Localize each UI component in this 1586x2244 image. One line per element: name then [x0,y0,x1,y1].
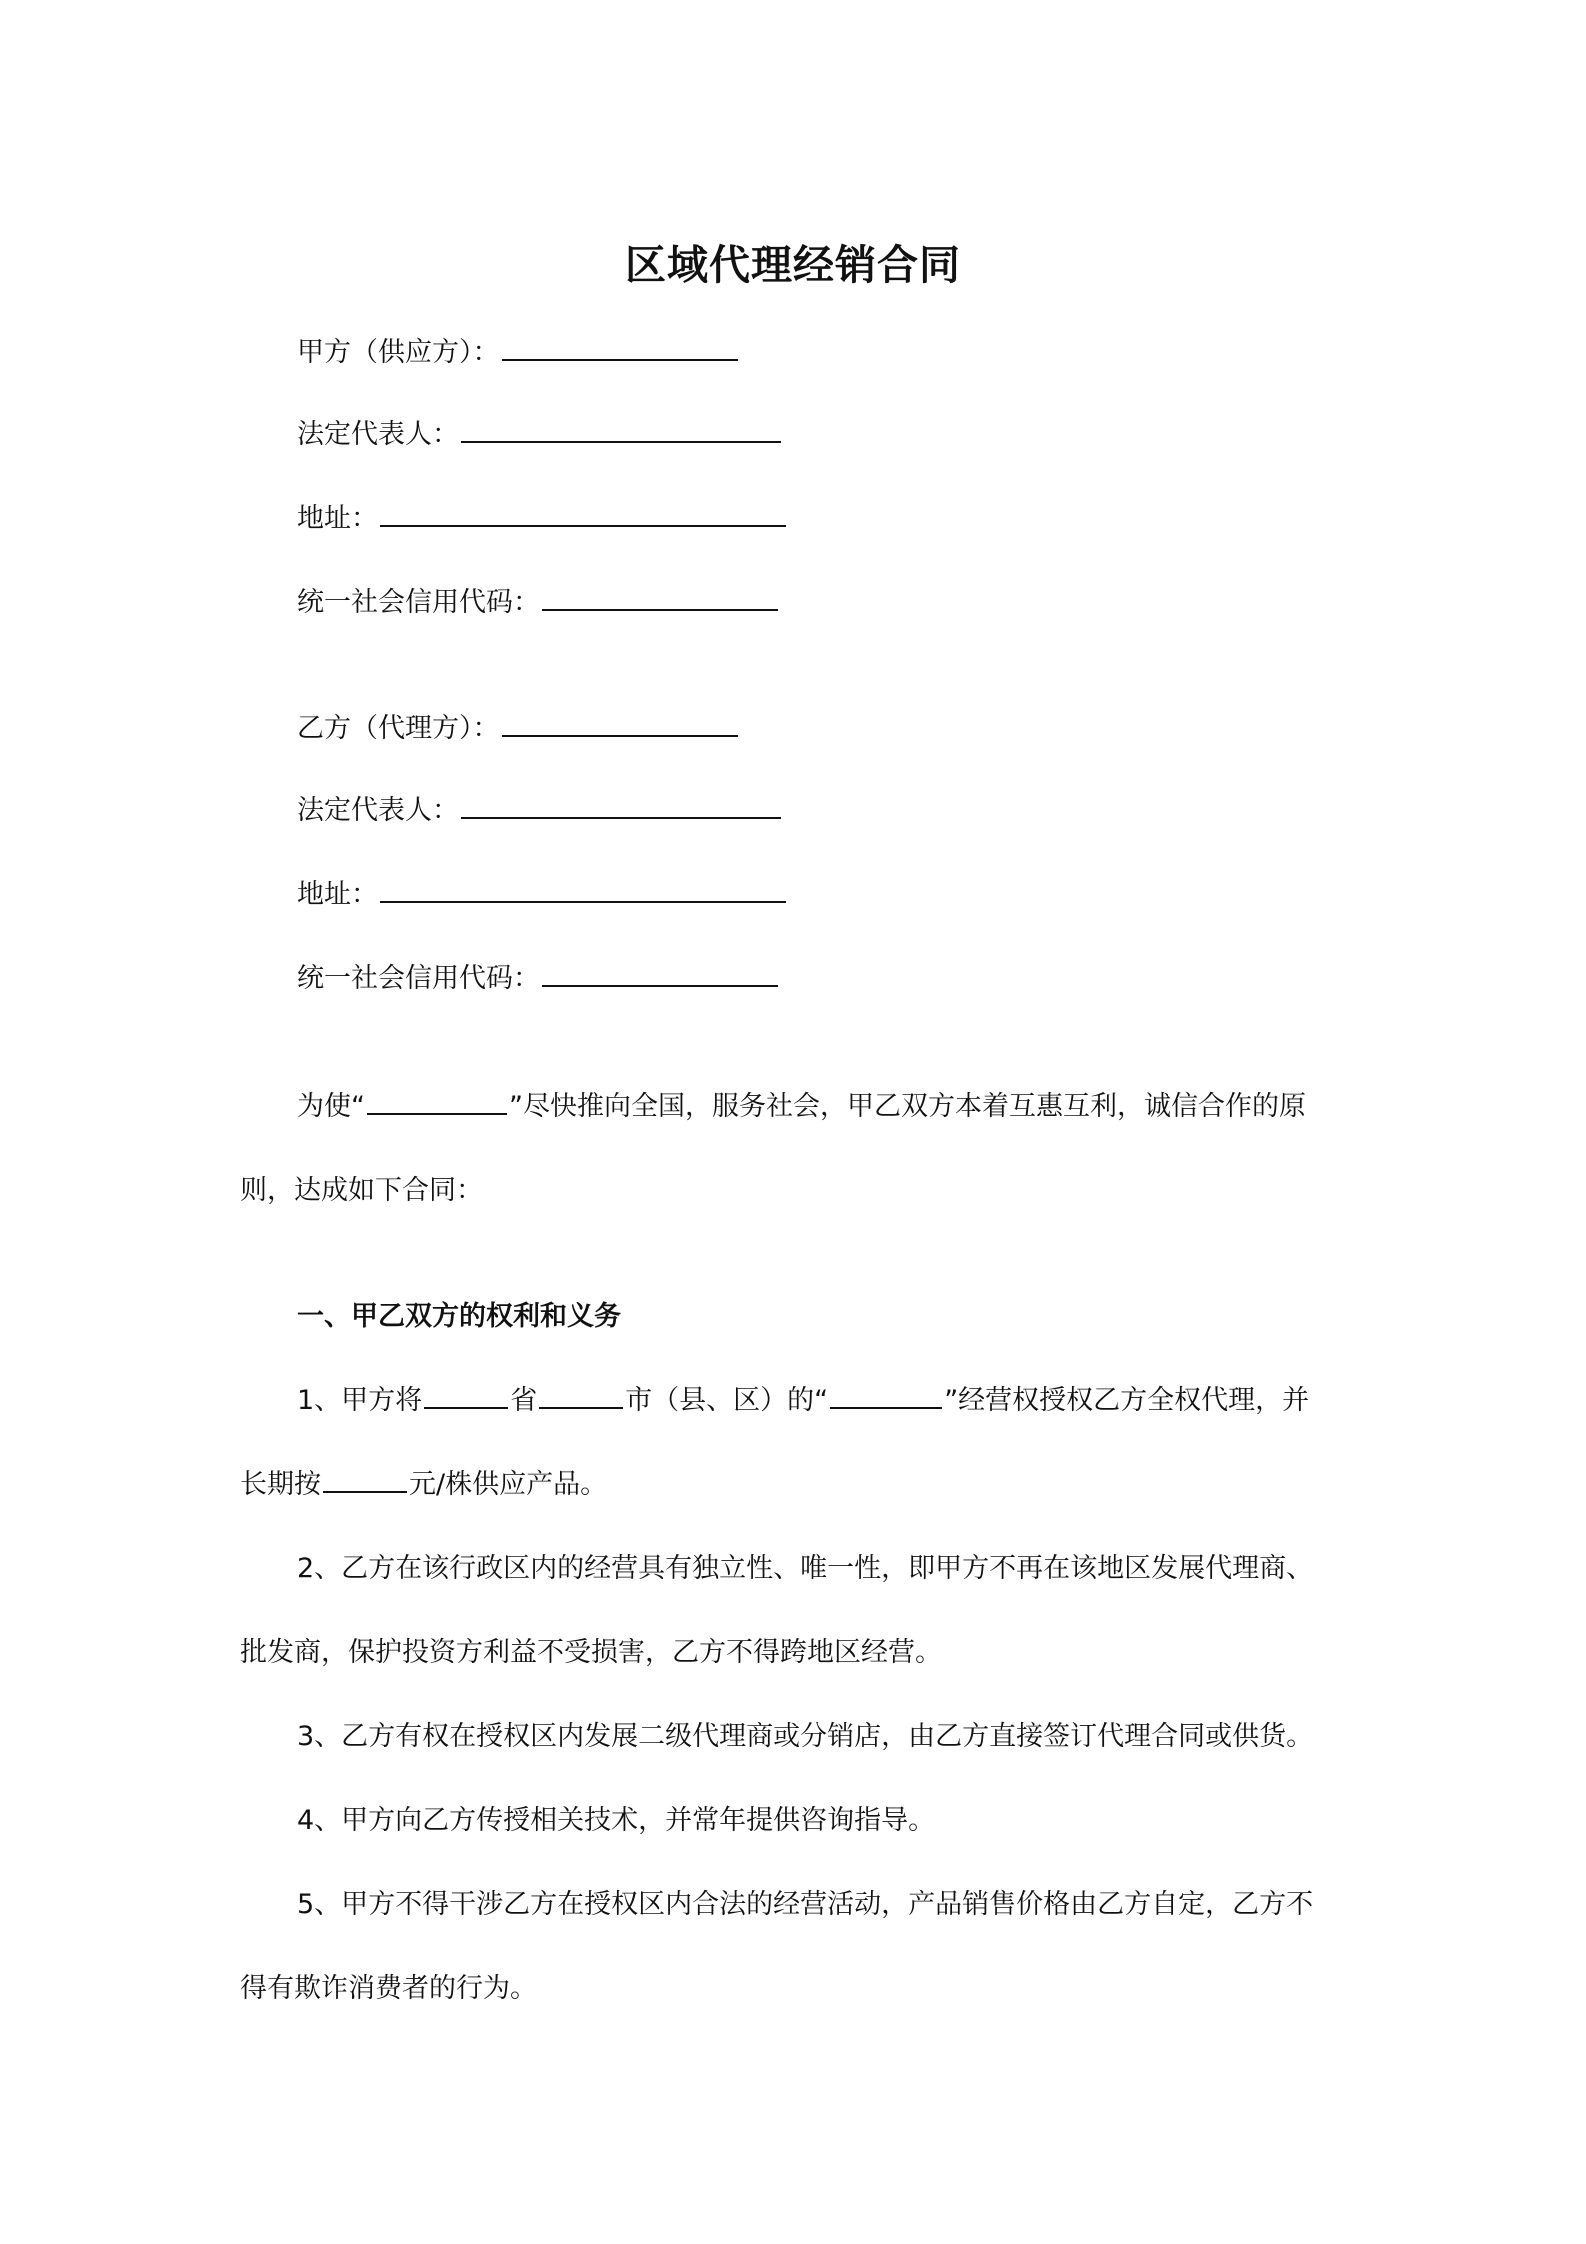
party-a-rep-blank[interactable] [461,415,781,443]
item-5-line-1: 5、甲方不得干涉乙方在授权区内合法的经营活动，产品销售价格由乙方自定，乙方不 [297,1889,1314,1920]
preamble-line-1 [240,1087,1407,1127]
party-b-rep-blank[interactable] [461,791,781,819]
party-a-blank[interactable] [502,333,738,361]
party-b-address-line [240,875,1407,915]
item-1-text-e: 长期按 [240,1469,321,1500]
party-b-line [240,709,1407,749]
party-a-label: 甲方（供应方）： [297,337,500,368]
preamble-text-2: ”尽快推向全国，服务社会，甲乙双方本着互惠互利，诚信合作的原 [509,1091,1306,1122]
province-blank[interactable] [424,1381,508,1409]
section-1-heading: 一、甲乙双方的权利和义务 [297,1301,621,1332]
party-a-address-line [240,499,1407,539]
item-5-line-2: 得有欺诈消费者的行为。 [240,1973,537,2004]
item-1-line-2 [240,1465,1350,1505]
item-4: 4、甲方向乙方传授相关技术，并常年提供咨询指导。 [297,1805,936,1836]
item-1-text-d: ”经营权授权乙方全权代理，并 [944,1385,1310,1416]
party-b-rep-line [240,791,1407,831]
party-b-address-label: 地址： [297,879,378,910]
party-a-rep-label: 法定代表人： [297,419,459,450]
party-a-line [240,333,1407,373]
business-name-blank[interactable] [830,1381,942,1409]
item-1-text-c: 市（县、区）的“ [625,1385,829,1416]
document-title: 区域代理经销合同 [625,241,961,289]
preamble-line-2: 则，达成如下合同： [240,1175,483,1206]
item-1-text-f: 元/株供应产品。 [409,1469,608,1500]
party-b-credit-blank[interactable] [542,959,778,987]
party-a-credit-line [240,583,1407,623]
party-b-credit-line [240,959,1407,999]
item-1-text-a: 1、甲方将 [297,1385,423,1416]
preamble-text-1: 为使“ [297,1091,365,1122]
item-2-line-1: 2、乙方在该行政区内的经营具有独立性、唯一性，即甲方不再在该地区发展代理商、 [297,1553,1314,1584]
party-a-credit-label: 统一社会信用代码： [297,587,540,618]
item-3: 3、乙方有权在授权区内发展二级代理商或分销店，由乙方直接签订代理合同或供货。 [297,1721,1314,1752]
party-b-label: 乙方（代理方）： [297,713,500,744]
item-2-line-2: 批发商，保护投资方利益不受损害，乙方不得跨地区经营。 [240,1637,942,1668]
item-1-line-1 [240,1381,1407,1421]
party-a-address-label: 地址： [297,503,378,534]
party-b-credit-label: 统一社会信用代码： [297,963,540,994]
party-b-address-blank[interactable] [380,875,786,903]
party-a-credit-blank[interactable] [542,583,778,611]
price-blank[interactable] [323,1465,407,1493]
item-1-text-b: 省 [510,1385,538,1416]
party-b-blank[interactable] [502,709,738,737]
product-name-blank[interactable] [367,1087,507,1115]
city-blank[interactable] [539,1381,623,1409]
party-a-rep-line [240,415,1407,455]
party-b-rep-label: 法定代表人： [297,795,459,826]
party-a-address-blank[interactable] [380,499,786,527]
